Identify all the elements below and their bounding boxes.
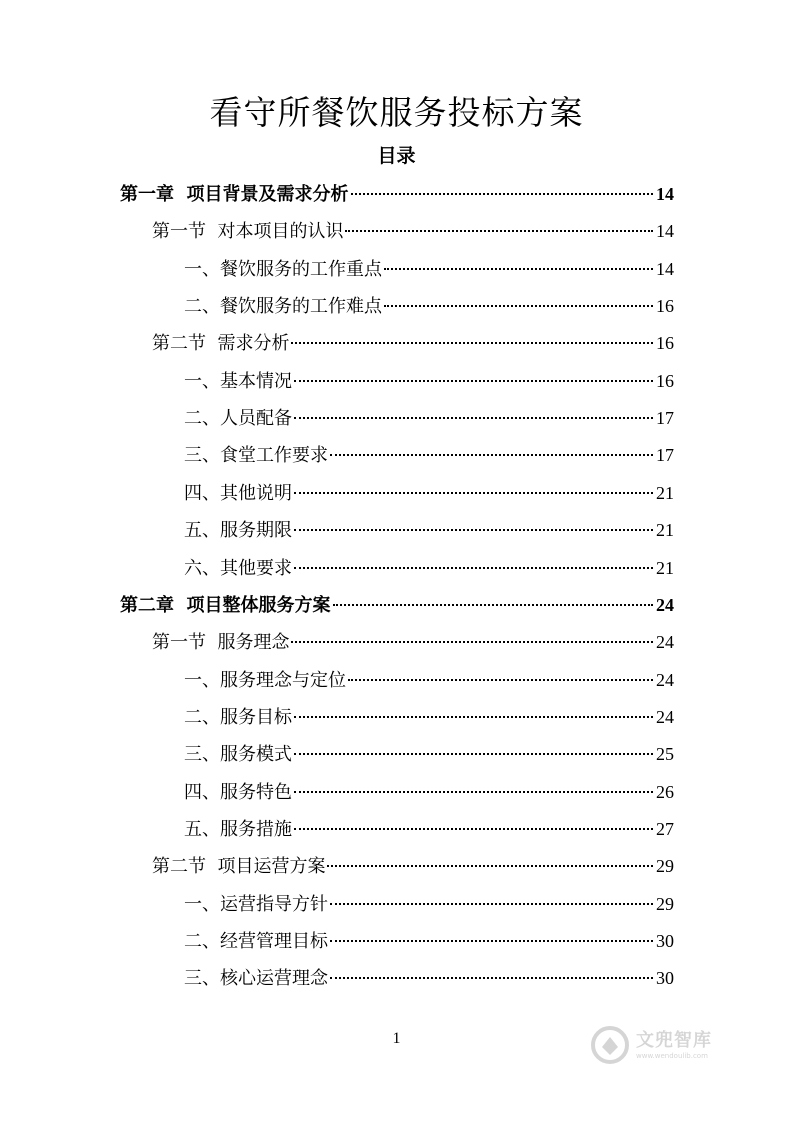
toc-entry-page: 17 [656,445,674,466]
toc-dot-leader [348,679,653,681]
toc-entry-item[interactable] [184,923,674,960]
toc-entry-item[interactable] [184,662,674,699]
toc-entry-label: 二、服务目标 [184,706,292,728]
toc-dot-leader [330,940,653,942]
toc-entry-page: 30 [656,968,674,989]
toc-entry-label: 三、核心运营理念 [184,968,328,990]
wendou-logo-icon [590,1025,630,1065]
toc-entry-label: 五、服务期限 [184,520,292,542]
toc-entry-page: 16 [656,333,674,354]
toc-dot-leader [294,716,653,718]
toc-dot-leader [333,604,653,606]
toc-dot-leader [327,865,653,867]
toc-dot-leader [291,342,653,344]
toc-entry-item[interactable] [184,886,674,923]
toc-entry-item[interactable] [184,475,674,512]
toc-entry-item[interactable] [184,699,674,736]
toc-entry-section[interactable] [152,325,674,362]
toc-entry-label: 第二章 项目整体服务方案 [120,594,331,616]
toc-entry-label: 三、食堂工作要求 [184,445,328,467]
toc-entry-page: 16 [656,370,674,391]
toc-dot-leader [294,828,653,830]
toc-entry-page: 24 [656,632,674,653]
toc-dot-leader [294,567,653,569]
toc-entry-page: 24 [656,669,674,690]
toc-dot-leader [384,268,653,270]
toc-entry-item[interactable] [184,811,674,848]
toc-entry-section[interactable] [152,848,674,885]
toc-dot-leader [291,641,653,643]
toc-entry-label: 四、服务特色 [184,781,292,803]
toc-entry-page: 14 [656,258,674,279]
toc-entry-label: 第二节 需求分析 [152,333,290,355]
toc-entry-label: 三、服务模式 [184,744,292,766]
toc-entry-label: 二、餐饮服务的工作难点 [184,296,382,318]
toc-entry-page: 25 [656,744,674,765]
toc-entry-label: 一、基本情况 [184,370,292,392]
toc-entry-label: 四、其他说明 [184,482,292,504]
toc-dot-leader [345,230,653,232]
toc-entry-page: 17 [656,408,674,429]
toc-entry-item[interactable] [184,774,674,811]
toc-entry-label: 二、人员配备 [184,408,292,430]
toc-entry-item[interactable] [184,400,674,437]
toc-dot-leader [330,903,653,905]
toc-entry-label: 一、运营指导方针 [184,893,328,915]
toc-entry-page: 21 [656,520,674,541]
toc-entry-page: 14 [656,221,674,242]
toc-dot-leader [330,977,653,979]
toc-entry-chapter[interactable] [120,587,674,624]
toc-entry-label: 第二节 项目运营方案 [152,856,326,878]
toc-entry-page: 24 [656,594,674,615]
toc-entry-label: 二、经营管理目标 [184,931,328,952]
toc-dot-leader [330,454,653,456]
toc-dot-leader [294,791,653,793]
toc-entry-label: 第一节 对本项目的认识 [152,221,344,243]
watermark-name: 文兜智库 [636,1029,712,1051]
toc-entry-label: 一、服务理念与定位 [184,669,346,691]
toc-entry-label: 一、餐饮服务的工作重点 [184,258,382,280]
toc-entry-item[interactable] [184,550,674,587]
toc-entry-page: 27 [656,818,674,839]
toc-dot-leader [294,492,653,494]
toc-dot-leader [384,305,653,307]
toc-dot-leader [294,529,653,531]
toc-entry-label: 六、其他要求 [184,557,292,579]
watermark [590,1020,750,1070]
toc-dot-leader [294,417,653,419]
toc-entry-label: 五、服务措施 [184,818,292,840]
watermark-url: www.wendoulib.com [636,1051,708,1060]
toc-entry-chapter[interactable] [120,176,674,213]
toc-entry-label: 第一节 服务理念 [152,632,290,654]
toc-entry-page: 21 [656,557,674,578]
document-title: 看守所餐饮服务投标方案 [209,93,584,132]
page-number: 1 [392,1030,401,1047]
toc-entry-item[interactable] [184,288,674,325]
toc-entry-section[interactable] [152,624,674,661]
toc-entry-page: 29 [656,856,674,877]
toc-entry-item[interactable] [184,437,674,474]
toc-entry-page: 24 [656,706,674,727]
toc-dot-leader [294,753,653,755]
toc-entry-page: 30 [656,931,674,951]
toc-entry-page: 21 [656,482,674,503]
toc-entry-item[interactable] [184,363,674,400]
toc-dot-leader [351,193,653,195]
toc-entry-item[interactable] [184,251,674,288]
toc-entry-page: 29 [656,893,674,914]
toc-entry-page: 16 [656,296,674,317]
toc-dot-leader [294,380,653,382]
toc-heading: 目录 [377,145,416,167]
toc-entry-label: 第一章 项目背景及需求分析 [120,184,349,205]
toc-entry-section[interactable] [152,213,674,250]
toc-entry-item[interactable] [184,736,674,773]
toc-entry-page: 26 [656,781,674,802]
toc-entry-item[interactable] [184,512,674,549]
toc-entry-item[interactable] [184,960,674,997]
toc-entry-page: 14 [656,184,674,204]
